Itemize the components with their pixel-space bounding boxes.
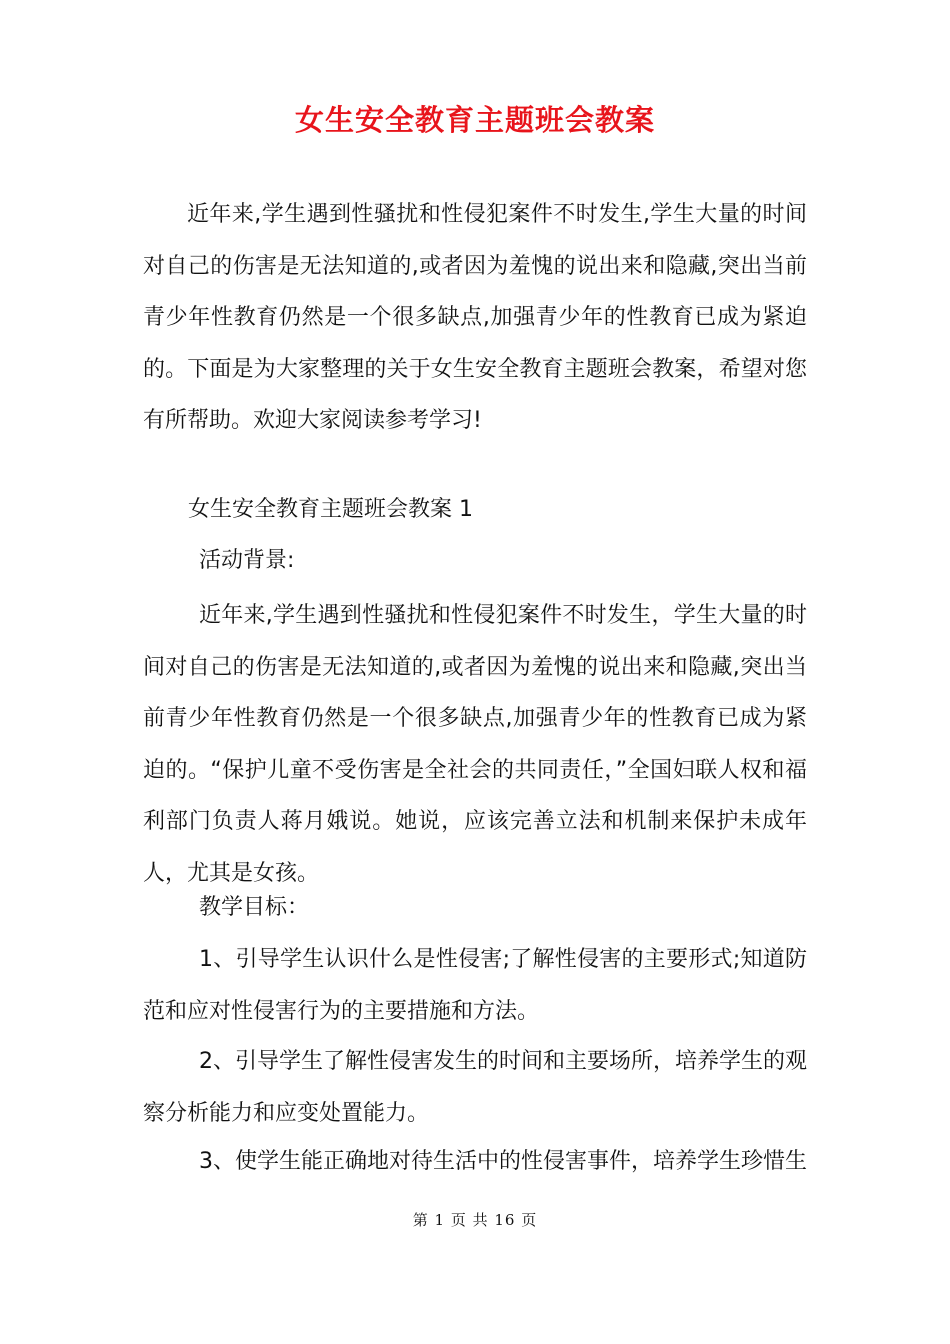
goal-item-2: 2、引导学生了解性侵害发生的时间和主要场所，培养学生的观察分析能力和应变处置能力。 [143, 1049, 807, 1126]
intro-paragraph: 近年来,学生遇到性骚扰和性侵犯案件不时发生,学生大量的时间对自己的伤害是无法知道的,或者因为羞愧的说出来和隐藏,突出当前青少年性教育仍然是一个很多缺点,加强青少年的性教育已成为紧迫的。下面是为大家整理的关于女生安全教育主题班会教案，希望对您有所帮助。欢迎大家阅读参考学习! [143, 202, 807, 433]
goal-item-3: 3、使学生能正确地对待生活中的性侵害事件，培养学生珍惜生 [199, 1149, 807, 1174]
goal-item-1: 1、引导学生认识什么是性侵害;了解性侵害的主要形式;知道防范和应对性侵害行为的主要措施和方法。 [143, 947, 807, 1024]
document-title: 女生安全教育主题班会教案 [294, 103, 655, 137]
background-label: 活动背景: [199, 548, 295, 573]
background-paragraph: 近年来,学生遇到性骚扰和性侵犯案件不时发生，学生大量的时间对自己的伤害是无法知道的,或者因为羞愧的说出来和隐藏,突出当前青少年性教育仍然是一个很多缺点,加强青少年的性教育已成为紧迫的。“保护儿童不受伤害是全社会的共同责任，”全国妇联人权和福利部门负责人蒋月娥说。她说，应该完善立法和机制来保护未成年人，尤其是女孩。 [143, 603, 807, 886]
page-footer: 第 1 页 共 16 页 [412, 1211, 538, 1229]
goals-label: 教学目标： [199, 895, 310, 920]
section-heading: 女生安全教育主题班会教案 1 [188, 497, 473, 522]
